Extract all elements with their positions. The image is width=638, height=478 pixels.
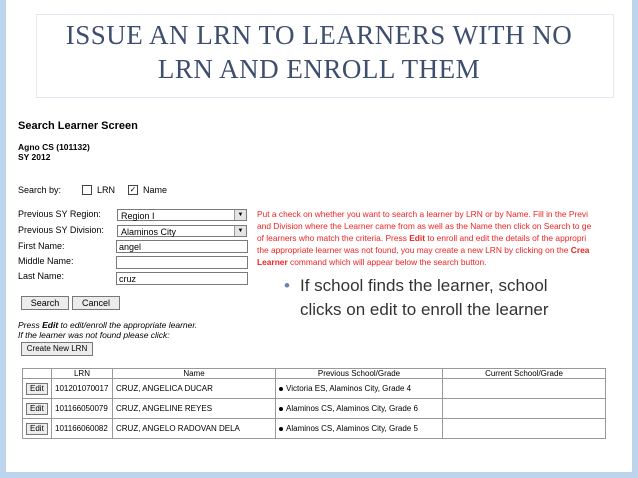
- lrn-checkbox[interactable]: [82, 185, 92, 195]
- instr-3c: to enroll and edit the details of the appropri: [425, 233, 587, 243]
- table-row: [23, 419, 606, 439]
- first-name-label: First Name:: [18, 241, 65, 251]
- row-prev-school-text: Alaminos CS, Alaminos City, Grade 6: [286, 404, 418, 413]
- row-prev-school: [276, 419, 443, 439]
- instr-4-create: Crea: [570, 245, 590, 255]
- header-lrn: LRN: [52, 369, 113, 379]
- instruction-line-1: Put a check on whether you want to search a learner by LRN or by Name. Fill in the Previ: [257, 209, 588, 219]
- bullet-line-2: clicks on edit to enroll the learner: [300, 300, 549, 319]
- row-prev-school: [276, 399, 443, 419]
- row-current-school: [443, 399, 606, 419]
- instruction-line-3: [257, 233, 586, 243]
- edit-button[interactable]: Edit: [26, 383, 48, 395]
- name-option-label: Name: [143, 185, 168, 195]
- prev-division-select[interactable]: [117, 225, 247, 237]
- prev-division-value: Alaminos City: [121, 227, 177, 237]
- edit-button[interactable]: Edit: [26, 403, 48, 415]
- prev-region-value: Region I: [121, 211, 155, 221]
- header-edit: [23, 369, 52, 379]
- instr-3-edit: Edit: [409, 233, 426, 243]
- prev-division-label: Previous SY Division:: [18, 225, 104, 235]
- bullet-line-1: If school finds the learner, school: [300, 276, 548, 295]
- help-edit-word: Edit: [42, 320, 59, 330]
- row-name: CRUZ, ANGELINE REYES: [113, 399, 276, 419]
- slide-title: [0, 18, 638, 86]
- instr-5b: command which will appear below the search button.: [287, 257, 487, 267]
- search-by-label: Search by:: [18, 185, 62, 195]
- results-table: [22, 368, 606, 439]
- slide-bullet: [284, 270, 614, 324]
- bullet-icon: •: [284, 276, 290, 295]
- search-by-name[interactable]: [128, 185, 167, 196]
- slide-title-line-1: ISSUE AN LRN TO LEARNERS WITH NO: [65, 20, 573, 50]
- name-checkbox[interactable]: ✓: [129, 184, 137, 194]
- help-press: Press: [18, 320, 43, 330]
- school-name: Agno CS (101132): [18, 142, 90, 152]
- slide-title-line-2: LRN AND ENROLL THEM: [157, 54, 481, 84]
- screen-title: Search Learner Screen: [18, 120, 138, 132]
- row-name: CRUZ, ANGELO RADOVAN DELA: [113, 419, 276, 439]
- school-year: SY 2012: [18, 152, 51, 162]
- prev-region-label: Previous SY Region:: [18, 209, 101, 219]
- row-lrn: 101166060082: [52, 419, 113, 439]
- help-edit-text: [18, 320, 197, 330]
- dropdown-arrow-icon: ▼: [234, 226, 246, 236]
- table-header-row: [23, 369, 606, 379]
- middle-name-label: Middle Name:: [18, 256, 74, 266]
- table-row: [23, 399, 606, 419]
- help-not-found-text: If the learner was not found please click:: [18, 330, 170, 340]
- header-name: Name: [113, 369, 276, 379]
- row-current-school: [443, 379, 606, 399]
- instr-5-learner: Learner: [257, 257, 288, 267]
- create-new-lrn-button[interactable]: Create New LRN: [21, 342, 93, 356]
- last-name-field[interactable]: cruz: [116, 272, 248, 285]
- header-current-school: Current School/Grade: [443, 369, 606, 379]
- row-lrn: 101166050079: [52, 399, 113, 419]
- help-rest: to edit/enroll the appropriate learner.: [58, 320, 198, 330]
- bullet-dot-icon: [279, 427, 283, 431]
- row-prev-school: [276, 379, 443, 399]
- instruction-line-5: [257, 257, 487, 267]
- edit-button[interactable]: Edit: [26, 423, 48, 435]
- row-current-school: [443, 419, 606, 439]
- row-prev-school-text: Victoria ES, Alaminos City, Grade 4: [286, 384, 412, 393]
- cancel-button[interactable]: Cancel: [72, 296, 120, 310]
- instr-4a: the appropriate learner was not found, you may create a new LRN by clicking on the: [257, 245, 571, 255]
- bullet-dot-icon: [279, 407, 283, 411]
- row-prev-school-text: Alaminos CS, Alaminos City, Grade 5: [286, 424, 418, 433]
- instruction-line-2: and Division where the Learner came from as well as the Name then click on Search to ge: [257, 221, 592, 231]
- header-previous-school: Previous School/Grade: [276, 369, 443, 379]
- search-by-lrn[interactable]: [82, 185, 115, 196]
- row-name: CRUZ, ANGELICA DUCAR: [113, 379, 276, 399]
- dropdown-arrow-icon: ▼: [234, 210, 246, 220]
- lrn-option-label: LRN: [97, 185, 116, 195]
- search-button[interactable]: Search: [21, 296, 69, 310]
- table-row: [23, 379, 606, 399]
- first-name-field[interactable]: angel: [116, 240, 248, 253]
- prev-region-select[interactable]: [117, 209, 247, 221]
- middle-name-field[interactable]: [116, 256, 248, 269]
- instr-3a: of learners who match the criteria. Press: [257, 233, 410, 243]
- last-name-label: Last Name:: [18, 271, 65, 281]
- instruction-line-4: [257, 245, 589, 255]
- row-lrn: 101201070017: [52, 379, 113, 399]
- bullet-dot-icon: [279, 387, 283, 391]
